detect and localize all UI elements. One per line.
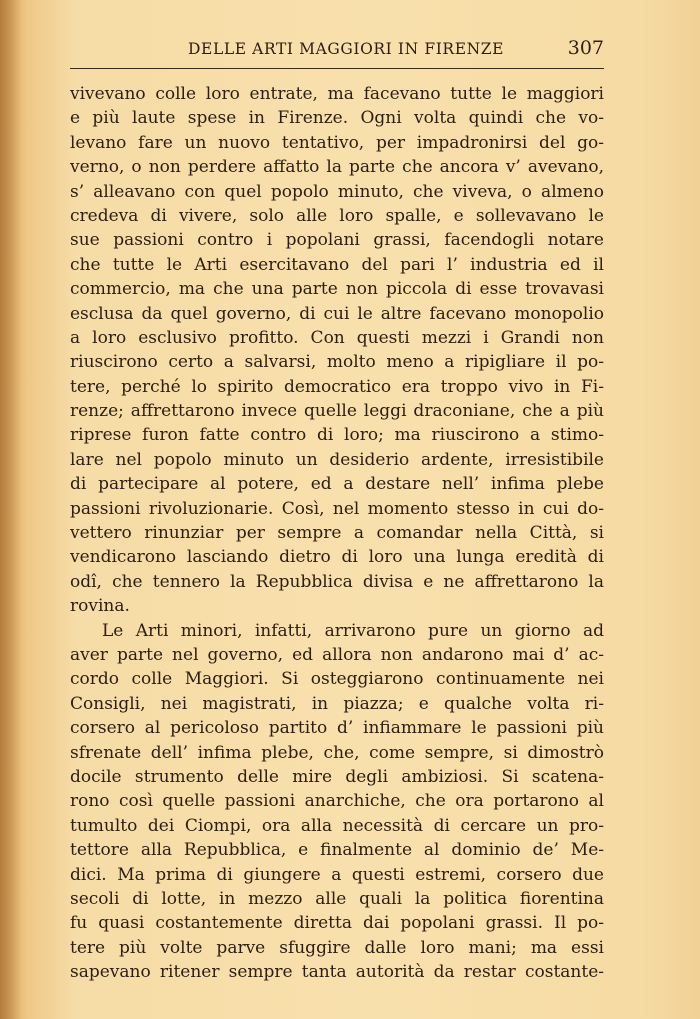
- text-line: a loro esclusivo profitto. Con questi mezzi i Grandi non: [70, 327, 604, 348]
- body-text: [70, 82, 604, 984]
- text-line: lare nel popolo minuto un desiderio ardente, irresistibile: [70, 449, 604, 470]
- text-line: tere, perché lo spirito democratico era troppo vivo in Fi-: [70, 376, 604, 397]
- text-line: docile strumento delle mire degli ambiziosi. Si scatena-: [70, 766, 604, 787]
- text-line: vettero rinunziar per sempre a comandar nella Città, si: [70, 523, 604, 544]
- text-line: di partecipare al potere, ed a destare nell’ infima plebe: [70, 474, 604, 495]
- text-line: cordo colle Maggiori. Si osteggiarono continuamente nei: [70, 669, 604, 690]
- text-line: vendicarono lasciando dietro di loro una lunga eredità di: [70, 547, 604, 568]
- text-line: riuscirono certo a salvarsi, molto meno a ripigliare il po-: [70, 352, 604, 373]
- text-line: Consigli, nei magistrati, in piazza; e qualche volta ri-: [70, 693, 604, 714]
- paragraph-2: [70, 619, 604, 985]
- page-number: 307: [567, 37, 604, 59]
- text-line: commercio, ma che una parte non piccola di esse trovavasi: [70, 279, 604, 300]
- text-line: verno, o non perdere affatto la parte che ancora v’ avevano,: [70, 157, 604, 178]
- text-line: dici. Ma prima di giungere a questi estremi, corsero due: [70, 864, 604, 885]
- header-rule: [70, 68, 604, 69]
- text-line: e più laute spese in Firenze. Ogni volta quindi che vo-: [70, 108, 604, 129]
- text-line: sue passioni contro i popolani grassi, facendogli notare: [70, 230, 604, 251]
- text-line: aver parte nel governo, ed allora non andarono mai d’ ac-: [70, 644, 604, 665]
- text-line: riprese furon fatte contro di loro; ma riuscirono a stimo-: [70, 425, 604, 446]
- text-line: levano fare un nuovo tentativo, per impadronirsi del go-: [70, 132, 604, 153]
- text-line: tumulto dei Ciompi, ora alla necessità di cercare un pro-: [70, 815, 604, 836]
- text-line: odî, che tennero la Repubblica divisa e ne affrettarono la: [70, 571, 604, 592]
- page-spine-shadow: [0, 0, 22, 1019]
- text-line: vivevano colle loro entrate, ma facevano tutte le maggiori: [70, 84, 604, 104]
- text-line: secoli di lotte, in mezzo alle quali la politica fiorentina: [70, 888, 604, 909]
- text-line: renze; affrettarono invece quelle leggi draconiane, che a più: [70, 401, 604, 422]
- text-line: esclusa da quel governo, di cui le altre facevano monopolio: [70, 303, 604, 324]
- text-line: fu quasi costantemente diretta dai popolani grassi. Il po-: [70, 913, 604, 934]
- text-line: sapevano ritener sempre tanta autorità da restar costante-: [70, 962, 604, 983]
- text-line: sfrenate dell’ infima plebe, che, come sempre, si dimostrò: [70, 742, 604, 763]
- text-line: tere più volte parve sfuggire dalle loro mani; ma essi: [70, 937, 604, 958]
- text-line: rovina.: [70, 596, 130, 617]
- text-line: Le Arti minori, infatti, arrivarono pure un giorno ad: [102, 620, 604, 641]
- text-line: rono così quelle passioni anarchiche, che ora portarono al: [70, 791, 604, 812]
- text-line: tettore alla Repubblica, e finalmente al dominio de’ Me-: [70, 840, 604, 861]
- page-header: [70, 36, 604, 62]
- text-line: corsero al pericoloso partito d’ infiammare le passioni più: [70, 718, 604, 739]
- paragraph-1: [70, 82, 604, 619]
- text-line: s’ alleavano con quel popolo minuto, che viveva, o almeno: [70, 181, 604, 202]
- text-line: credeva di vivere, solo alle loro spalle, e sollevavano le: [70, 205, 604, 226]
- text-line: passioni rivoluzionarie. Così, nel momento stesso in cui do-: [70, 498, 604, 519]
- running-title: DELLE ARTI MAGGIORI IN FIRENZE: [188, 40, 505, 58]
- text-line: che tutte le Arti esercitavano del pari l’ industria ed il: [70, 254, 604, 275]
